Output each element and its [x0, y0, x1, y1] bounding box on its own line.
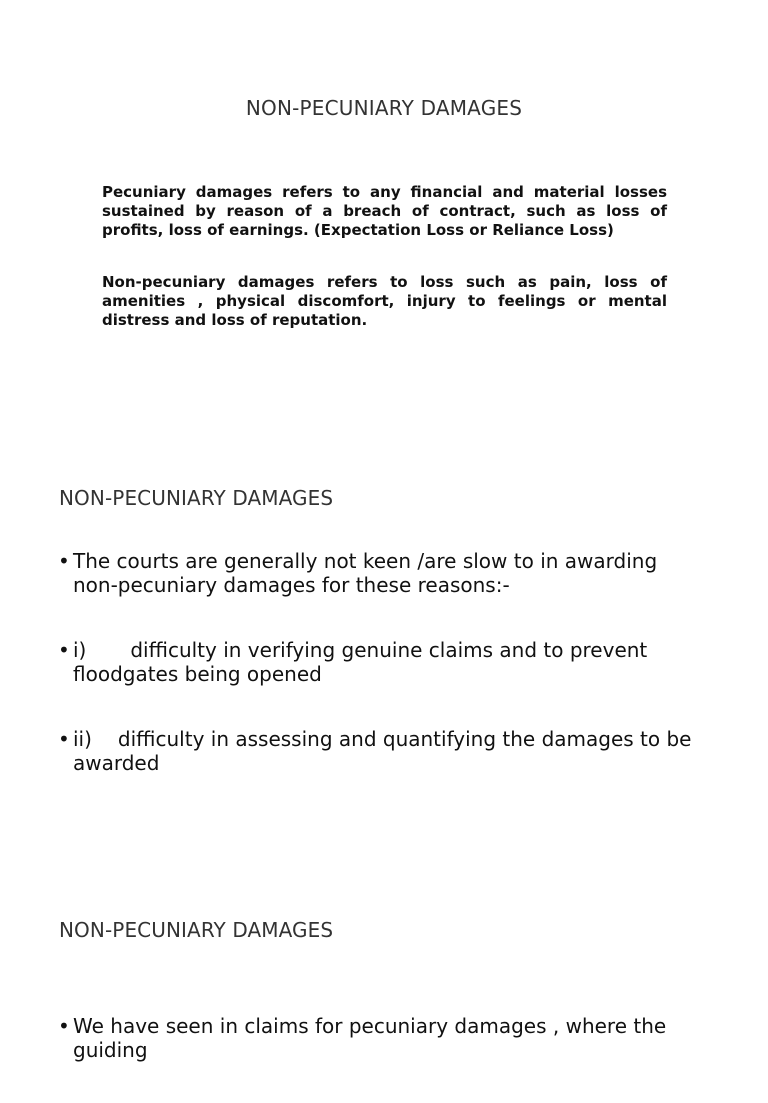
- bullet-item: [58, 638, 708, 686]
- bullet-dot-icon: •: [58, 638, 70, 662]
- slide-2-bullet-list: [58, 549, 708, 816]
- slide-3: [0, 864, 768, 1062]
- bullet-dot-icon: •: [58, 727, 70, 751]
- bullet-marker: ii): [73, 727, 92, 751]
- bullet-text: The courts are generally not keen /are slow to in awarding non-pecuniary damages for these reasons:-: [73, 549, 658, 597]
- slide-1-title: NON-PECUNIARY DAMAGES: [245, 96, 523, 120]
- bullet-dot-icon: •: [58, 549, 70, 573]
- slide-2-title: NON-PECUNIARY DAMAGES: [59, 486, 334, 510]
- pecuniary-definition-paragraph: Pecuniary damages refers to any financial and material losses sustained by reason of a breach of contract, such as loss of profits, loss of earnings. (Expectation Loss or Reliance Loss): [102, 183, 667, 239]
- slide-1: [0, 0, 768, 432]
- bullet-text: difficulty in assessing and quantifying the damages to be awarded: [73, 727, 692, 775]
- bullet-item: [58, 1014, 708, 1062]
- slide-2: [0, 432, 768, 864]
- bullet-marker: i): [73, 638, 87, 662]
- bullet-text: difficulty in verifying genuine claims and to prevent floodgates being opened: [73, 638, 648, 686]
- bullet-item: [58, 727, 708, 775]
- slide-3-bullet-list: [58, 1014, 708, 1103]
- slide-3-title: NON-PECUNIARY DAMAGES: [59, 918, 334, 942]
- bullet-dot-icon: •: [58, 1014, 70, 1038]
- bullet-text: We have seen in claims for pecuniary damages , where the guiding: [73, 1014, 667, 1062]
- bullet-item: [58, 549, 708, 597]
- non-pecuniary-definition-paragraph: Non-pecuniary damages refers to loss such as pain, loss of amenities , physical discomfort, injury to feelings or mental distress and loss of reputation.: [102, 273, 667, 329]
